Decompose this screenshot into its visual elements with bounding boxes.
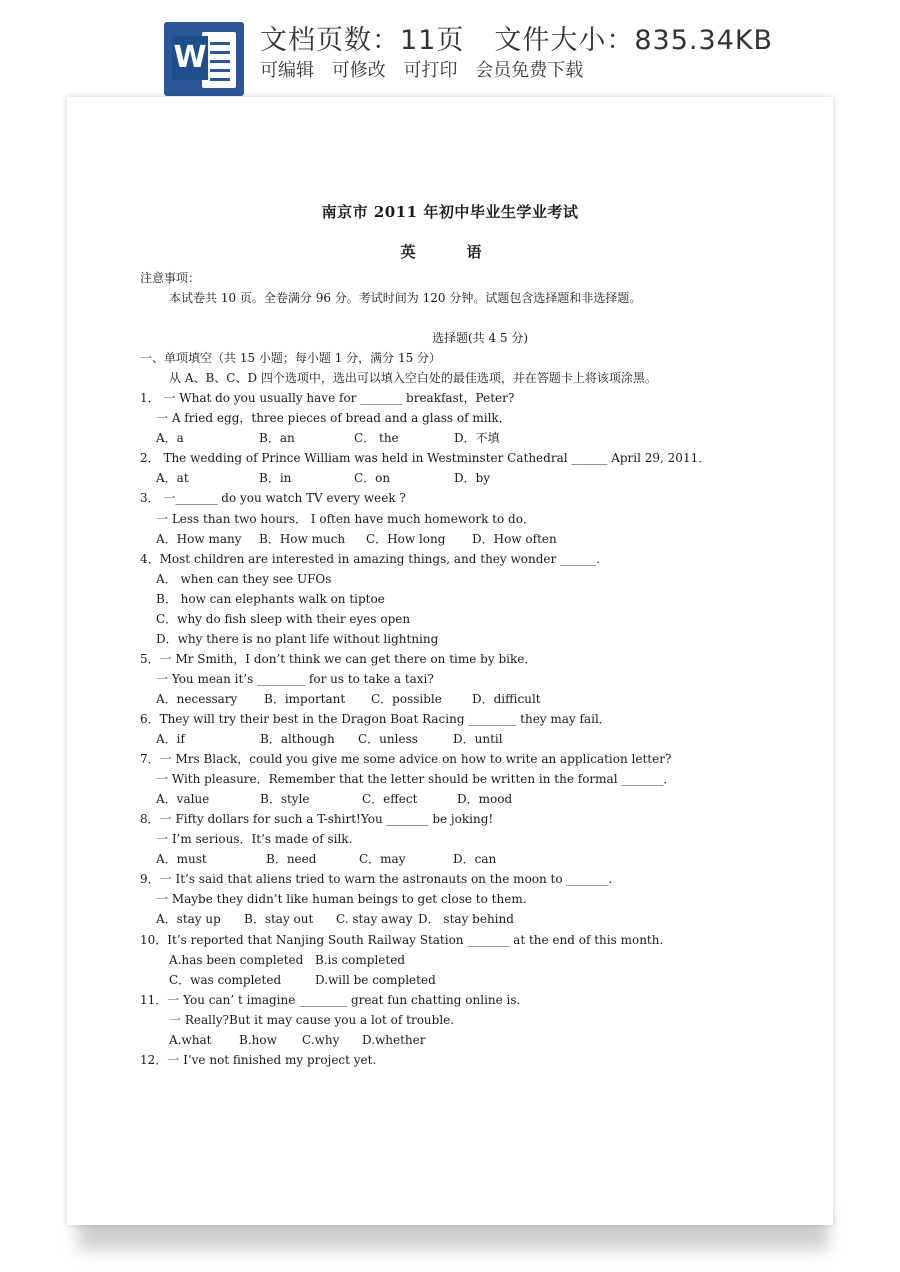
option-d: D．不填: [454, 431, 500, 446]
option-d: D.whether: [362, 1032, 426, 1047]
option-c: C．was completed: [169, 972, 282, 987]
question-6: 6．They will try their best in the Dragon Boat Racing ________ they may fail．: [140, 711, 611, 726]
option-d: D．mood: [457, 792, 513, 807]
question-3: 3． 一_______ do you watch TV every week ?: [140, 491, 406, 506]
option-b: B．in: [259, 471, 292, 486]
feature-printable: 可打印: [403, 60, 458, 81]
feature-list: [260, 56, 595, 82]
question-6-options: [140, 729, 820, 749]
question-7-reply: 一 With pleasure．Remember that the letter should be written in the formal _______．: [156, 772, 676, 787]
question-7: 7．一 Mrs Black，could you give me some advice on how to write an application letter?: [140, 752, 672, 767]
question-8-reply: 一 I’m serious．It’s made of silk.: [156, 832, 353, 847]
option-a: A.has been completed: [169, 952, 304, 967]
question-4: 4．Most children are interested in amazing things, and they wonder ______.: [140, 551, 600, 566]
question-9: 9．一 It’s said that aliens tried to warn the astronauts on the moon to _______.: [140, 872, 613, 887]
option-a: A.what: [169, 1032, 212, 1047]
document-body: [140, 268, 820, 1070]
question-2-options: [140, 468, 820, 488]
question-4-option-a: A． when can they see UFOs: [156, 571, 332, 586]
exam-title: 南京市 2011 年初中毕业生学业考试: [321, 203, 579, 221]
option-b: B.how: [239, 1032, 277, 1047]
question-9-reply: 一 Maybe they didn’t like human beings to get close to them.: [156, 892, 527, 907]
question-3-options: [140, 529, 820, 549]
document-page: [67, 97, 833, 1225]
option-a: A．value: [156, 792, 210, 807]
exam-subject: 英 语: [400, 243, 500, 261]
word-document-icon: [164, 22, 244, 96]
option-a: A．must: [156, 852, 207, 867]
question-11-reply: 一 Really?But it may cause you a lot of trouble.: [169, 1012, 455, 1027]
option-c: C．unless: [358, 732, 418, 747]
question-8: 8．一 Fifty dollars for such a T-shirt!You _______ be joking!: [140, 812, 494, 827]
page-count: 文档页数：11页: [260, 25, 465, 56]
option-d: D．can: [453, 852, 497, 867]
question-4-option-c: C．why do fish sleep with their eyes open: [156, 611, 411, 626]
question-7-options: [140, 789, 820, 809]
option-c: C．How long: [366, 531, 446, 546]
option-a: A．a: [156, 431, 184, 446]
notice-heading: 注意事项：: [140, 271, 201, 285]
question-1-reply: 一 A fried egg，three pieces of bread and a glass of milk．: [156, 411, 511, 426]
question-4-option-d: D．why there is no plant life without lightning: [156, 631, 439, 646]
option-d: D．difficult: [472, 691, 541, 706]
question-5: 5．一 Mr Smith，I don’t think we can get there on time by bike．: [140, 651, 537, 666]
option-a: A．stay up: [156, 912, 221, 927]
option-b: B．stay out: [244, 912, 314, 927]
option-d: D．How often: [472, 531, 557, 546]
option-a: A．How many: [156, 531, 242, 546]
option-c: C．effect: [362, 792, 418, 807]
question-11-options: [140, 1030, 820, 1050]
question-10: 10．It’s reported that Nanjing South Railway Station _______ at the end of this month.: [140, 932, 664, 947]
option-c: C. stay away: [336, 912, 413, 927]
option-b: B．although: [260, 732, 335, 747]
option-a: A．necessary: [156, 691, 238, 706]
option-b: B．important: [264, 691, 346, 706]
option-c: C．on: [354, 471, 391, 486]
option-d: D．until: [453, 732, 503, 747]
option-a: A．if: [156, 732, 185, 747]
question-11: 11．一 You can’ t imagine ________ great fun chatting online is.: [140, 992, 521, 1007]
word-icon-letter: W: [172, 36, 208, 80]
option-d: D．by: [454, 471, 491, 486]
question-2: 2． The wedding of Prince William was held in Westminster Cathedral ______ April 29, 2011．: [140, 451, 711, 466]
option-c: C． the: [354, 431, 399, 446]
option-c: C．possible: [371, 691, 442, 706]
option-b: B．How much: [259, 531, 346, 546]
part-instruction: 从 A、B、C、D 四个选项中，选出可以填入空白处的最佳选项，并在答题卡上将该项涂黑。: [169, 371, 657, 386]
option-b: B.is completed: [315, 952, 405, 967]
section-title: 选择题(共 4 5 分): [431, 331, 529, 346]
notice-text: 本试卷共 10 页。全卷满分 96 分。考试时间为 120 分钟。试题包含选择题和非选择题。: [169, 291, 642, 306]
file-size: 文件大小：835.34KB: [494, 25, 774, 56]
question-10-options-row1: [140, 950, 820, 970]
file-info: [260, 18, 773, 57]
question-1-options: [140, 428, 820, 448]
feature-modifiable: 可修改: [331, 60, 386, 81]
option-d: D.will be completed: [315, 972, 436, 987]
option-b: B．need: [266, 852, 317, 867]
question-8-options: [140, 849, 820, 869]
option-d: D． stay behind: [418, 912, 514, 927]
option-c: C．may: [359, 852, 406, 867]
option-a: A．at: [156, 471, 189, 486]
question-10-options-row2: [140, 970, 820, 990]
question-5-options: [140, 689, 820, 709]
option-c: C.why: [302, 1032, 340, 1047]
question-9-options: [140, 909, 820, 929]
question-3-reply: 一 Less than two hours． I often have much homework to do．: [156, 511, 535, 526]
option-b: B．style: [260, 792, 310, 807]
part-heading: 一、单项填空（共 15 小题；每小题 1 分，满分 15 分）: [140, 351, 442, 366]
question-4-option-b: B． how can elephants walk on tiptoe: [156, 591, 385, 606]
feature-member-download: 会员免费下载: [475, 60, 584, 81]
question-1: 1． 一 What do you usually have for _______ breakfast，Peter?: [140, 391, 515, 406]
question-12: 12．一 I’ve not finished my project yet.: [140, 1052, 377, 1067]
download-banner: [0, 0, 900, 100]
question-5-reply: 一 You mean it’s ________ for us to take a taxi?: [156, 671, 434, 686]
option-b: B．an: [259, 431, 295, 446]
feature-editable: 可编辑: [260, 60, 314, 81]
